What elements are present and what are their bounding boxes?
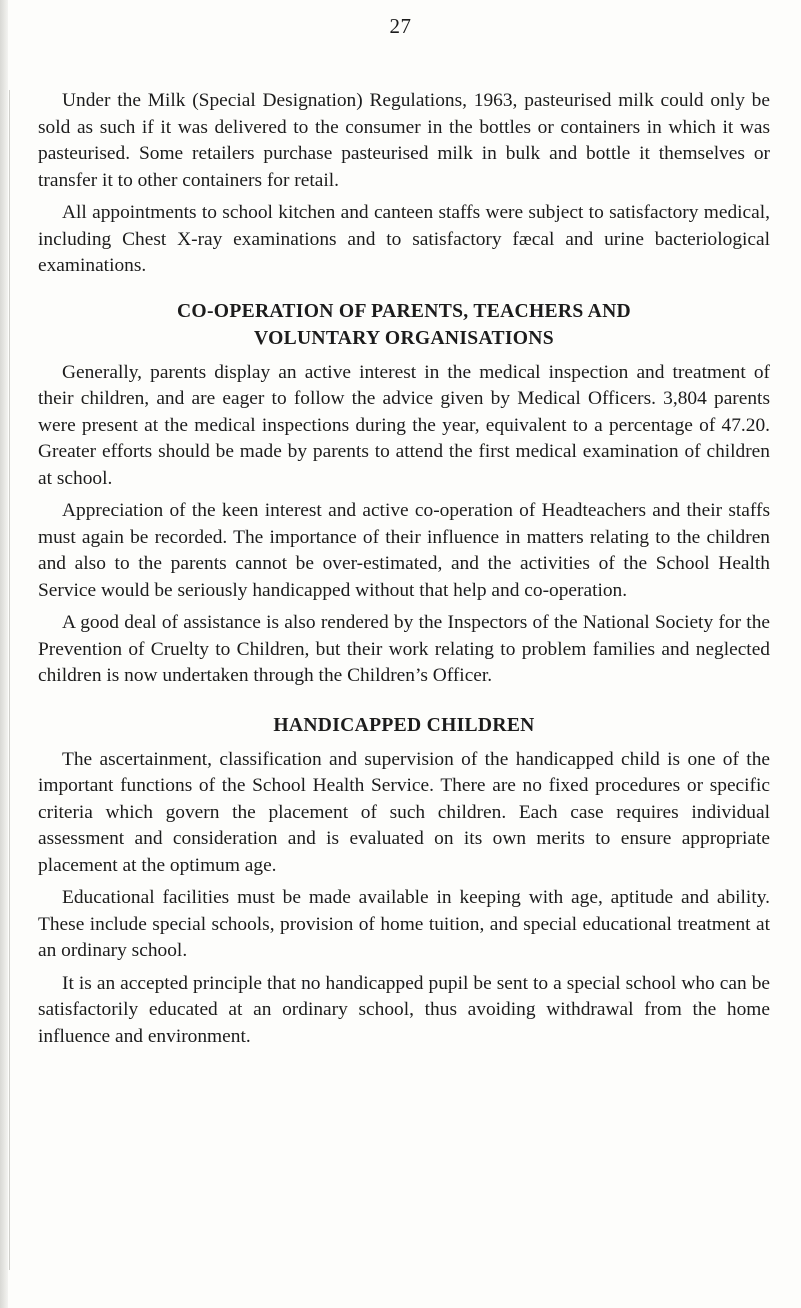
section-heading-cooperation-line-1: CO-OPERATION OF PARENTS, TEACHERS AND	[176, 300, 631, 322]
section-heading-handicapped: HANDICAPPED CHILDREN	[273, 714, 535, 736]
section-heading-cooperation-line-2: VOLUNTARY ORGANISATIONS	[254, 327, 554, 349]
paragraph-headteachers: Appreciation of the keen interest and active co-operation of Headteachers and their staffs must again be recorded. The importance of their influence in matters relating to the children and also to the parents cannot be over-estimated, and the activities of the School Health Service would be seriously handicapped without that help and co-operation.	[38, 500, 770, 601]
section-heading-cooperation	[38, 298, 770, 352]
paragraph-milk-regulations: Under the Milk (Special Designation) Regulations, 1963, pasteurised milk could only be sold as such if it was delivered to the consumer in the bottles or containers in which it was pasteurised. Some retailers purchase pasteurised milk in bulk and bottle it themselves or transfer it to other containers for retail.	[38, 90, 770, 191]
page-gutter-shadow	[0, 0, 8, 1308]
paragraph-kitchen-staff: All appointments to school kitchen and canteen staffs were subject to satisfactory medical, including Chest X-ray examinations and to satisfactory fæcal and urine bacteriological examinations.	[38, 202, 770, 276]
paragraph-ascertainment: The ascertainment, classification and supervision of the handicapped child is one of the important functions of the School Health Service. There are no fixed procedures or specific criteria which govern the placement of such children. Each case requires individual assessment and consideration and is evaluated on its own merits to ensure appropriate placement at the optimum age.	[38, 748, 770, 876]
page-number: 27	[389, 14, 412, 38]
paragraph-parents: Generally, parents display an active interest in the medical inspection and treatment of their children, and are eager to follow the advice given by Medical Officers. 3,804 parents were present at the medical inspections during the year, equivalent to a percentage of 47.20. Greater efforts should be made by parents to attend the first medical examination of children at school.	[38, 361, 770, 489]
page-gutter-line	[9, 90, 10, 1270]
page-body	[38, 88, 770, 1056]
paragraph-educational-facilities: Educational facilities must be made available in keeping with age, aptitude and ability. These include special schools, provision of home tuition, and special educational treatment at an ordinary school.	[38, 887, 770, 961]
paragraph-accepted-principle: It is an accepted principle that no handicapped pupil be sent to a special school who can be satisfactorily educated at an ordinary school, thus avoiding withdrawal from the home influence and environment.	[38, 972, 770, 1047]
paragraph-nspcc: A good deal of assistance is also rendered by the Inspectors of the National Society for the Prevention of Cruelty to Children, but their work relating to problem families and neglected children is now undertaken through the Children’s Officer.	[38, 612, 770, 686]
